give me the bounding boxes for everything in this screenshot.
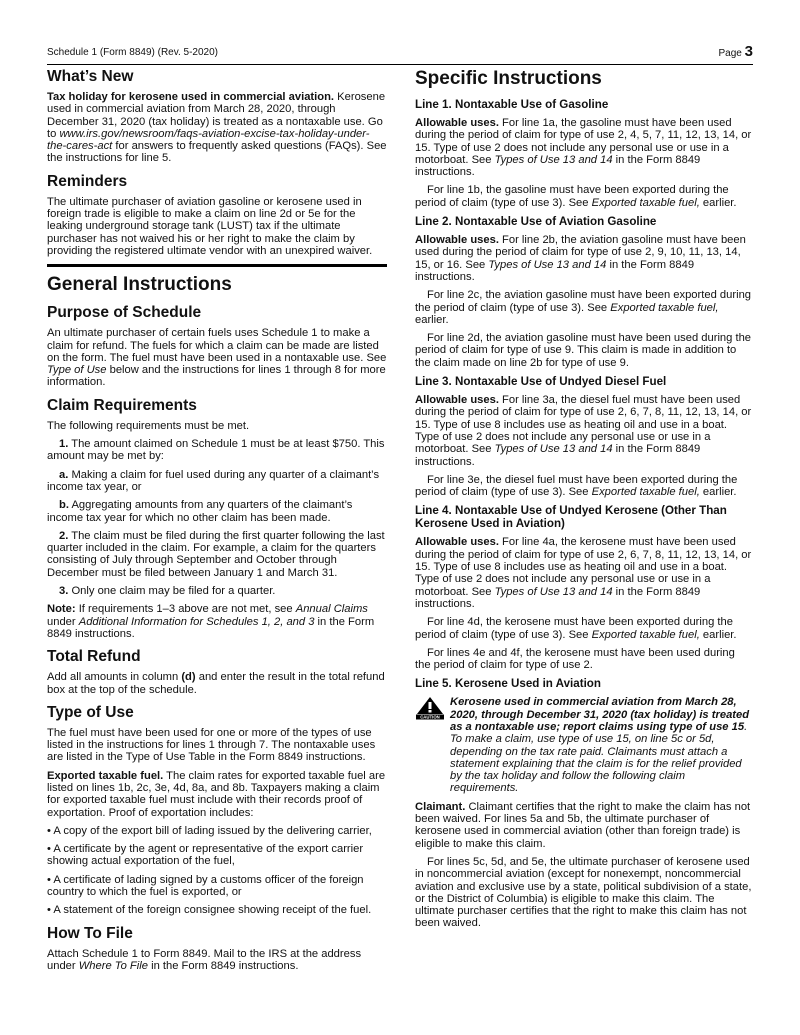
line5-title: Line 5. Kerosene Used in Aviation bbox=[415, 677, 601, 691]
reminders-text: The ultimate purchaser of aviation gasoline or kerosene used in foreign trade is eligible to make a claim on line 2d or 5e for the leaking underground storage tank (LUST) tax if the ultimate purchaser has not waived his or her right to make the claim by providing the registered ultimate vendor with an unexpired waiver. bbox=[47, 195, 373, 257]
line5cde-text: For lines 5c, 5d, and 5e, the ultimate purchaser of kerosene used in noncommercial aviation (except for nonexempt, noncommercial aviation and exclusive use by a state, political subdivision of a state, or the District of Columbia) is eligible to make this claim. The ultimate purchaser certifies that the right to make this claim has not been waived. bbox=[415, 855, 752, 930]
line2-title: Line 2. Nontaxable Use of Aviation Gasoline bbox=[415, 215, 657, 229]
caution-label: CAUTION bbox=[420, 714, 440, 720]
total-refund-text: Add all amounts in column (d) and enter the result in the total refund box at the top of the schedule. bbox=[47, 671, 385, 696]
claim-req-3: 3. Only one claim may be filed for a quarter. bbox=[59, 585, 276, 598]
how-to-file-text: Attach Schedule 1 to Form 8849. Mail to the IRS at the address under Where To File in the Form 8849 instructions. bbox=[47, 947, 362, 972]
claim-req-a: a. Making a claim for fuel used during any quarter of a claimant’s income tax year, or bbox=[47, 468, 380, 493]
export-bullet: • A certificate of lading signed by a customs officer of the foreign country to which the fuel is exported, or bbox=[47, 873, 364, 899]
left-column bbox=[47, 68, 387, 978]
line2d-text: For line 2d, the aviation gasoline must have been used during the period of claim for type of use 9. This claim is made in addition to the claim made on line 2b for type of use 9. bbox=[415, 332, 752, 369]
line3-title: Line 3. Nontaxable Use of Undyed Diesel Fuel bbox=[415, 375, 667, 389]
claim-req-2: 2. The claim must be filed during the first quarter following the last quarter included in the claim. For example, a claim for the quarters consisting of July through September and October through December must be filed between January 1 and March 31. bbox=[47, 529, 385, 579]
exported-fuel-text: Exported taxable fuel. The claim rates for exported taxable fuel are listed on lines 1b, 2c, 3e, 4d, 8a, and 8b. Taxpayers making a claim for exported taxable fuel must include with their records proof of exportation. Proof of exportation includes: bbox=[47, 769, 386, 819]
reminders-title: Reminders bbox=[47, 172, 128, 190]
caution-text: Kerosene used in commercial aviation from March 28, 2020, through December 31, 2020 (tax holiday) is treated as a nontaxable use; report claims using type of use 15. To make a claim, use type of use 15, on line 5c or 5d, depending on the tax rate paid. Claimants must attach a statement explaining that the claim is for the relief provided by the tax holiday and follow the following claim requirements. bbox=[450, 696, 750, 795]
line3-text: Allowable uses. For line 3a, the diesel fuel must have been used during the period of claim for type of use 2, 6, 7, 8, 11, 12, 13, 14, or 15. Type of use 8 includes use as heating oil and use in a boat. Type of use 2 does not include any personal use or use in a motorboat. See Types of Use 13 and 14 in the Form 8849 instructions. bbox=[415, 394, 752, 468]
line4-title: Line 4. Nontaxable Use of Undyed Kerosene (Other Than Kerosene Used in Aviation) bbox=[415, 504, 727, 531]
claim-note: Note: If requirements 1–3 above are not met, see Annual Claims under Additional Information for Schedules 1, 2, and 3 in the Form 8849 instructions. bbox=[47, 603, 375, 640]
purpose-text: An ultimate purchaser of certain fuels uses Schedule 1 to make a claim for refund. The fuels for which a claim can be made are listed on the form. The fuel must have been used in a nontaxable use. See Type of Use below and the instructions for lines 1 through 8 for more information. bbox=[47, 327, 387, 389]
line4ef-text: For lines 4e and 4f, the kerosene must have been used during the period of claim for type of use 2. bbox=[415, 646, 735, 672]
claim-requirements-title: Claim Requirements bbox=[47, 396, 197, 414]
claim-req-b: b. Aggregating amounts from any quarters of the claimant’s income tax year for which no other claim has been made. bbox=[47, 499, 353, 524]
export-bullet: • A statement of the foreign consignee showing receipt of the fuel. bbox=[47, 904, 372, 917]
line2-text: Allowable uses. For line 2b, the aviation gasoline must have been used during the period of claim for type of use 2, 9, 10, 11, 13, 14, 15, or 16. See Types of Use 13 and 14 in the Form 8849 instructions. bbox=[415, 234, 746, 283]
line4d-text: For line 4d, the kerosene must have been exported during the period of claim (type of use 3). See Exported taxable fuel, earlier. bbox=[415, 616, 737, 641]
purpose-title: Purpose of Schedule bbox=[47, 304, 202, 322]
line4-text: Allowable uses. For line 4a, the kerosene must have been used during the period of claim for type of use 2, 6, 7, 8, 11, 12, 13, 14, or 15. Type of use 8 includes use as heating oil and use in a boat. Type of use 2 does not include any personal use or use in a motorboat. See Types of Use 13 and 14 in the Form 8849 instructions. bbox=[415, 536, 752, 610]
line2c-text: For line 2c, the aviation gasoline must have been exported during the period of claim (type of use 3). See Exported taxable fuel, earlier. bbox=[415, 289, 752, 326]
type-of-use-text: The fuel must have been used for one or more of the types of use listed in the instructions for lines 1 through 7. The nontaxable uses are listed in the Type of Use Table in the Form 8849 instructions. bbox=[47, 726, 376, 764]
caution-icon bbox=[415, 696, 445, 720]
page-number: Page 3 bbox=[718, 43, 753, 60]
right-column bbox=[415, 68, 753, 936]
section-divider bbox=[47, 264, 387, 267]
line1-title: Line 1. Nontaxable Use of Gasoline bbox=[415, 98, 609, 111]
line3e-text: For line 3e, the diesel fuel must have been exported during the period of claim (type of use 3). See Exported taxable fuel, earlier. bbox=[415, 473, 738, 499]
line1b-text: For line 1b, the gasoline must have been exported during the period of claim (type of use 3). See Exported taxable fuel, earlier. bbox=[415, 184, 737, 209]
claimant-text: Claimant. Claimant certifies that the right to make the claim has not been waived. For lines 5a and 5b, the ultimate purchaser of kerosene used in commercial aviation (other than foreign trade) is eligible to make this claim. bbox=[415, 800, 751, 850]
export-bullet: • A certificate by the agent or representative of the export carrier showing actual exportation of the fuel, bbox=[47, 843, 364, 868]
page-header bbox=[47, 44, 753, 65]
line1-text: Allowable uses. For line 1a, the gasoline must have been used during the period of claim for type of use 2, 4, 5, 7, 11, 12, 13, 14, or 15. Type of use 2 does not include any personal use or use in a motorboat. See Types of Use 13 and 14 in the Form 8849 instructions. bbox=[415, 117, 752, 179]
how-to-file-title: How To File bbox=[47, 924, 133, 942]
general-instructions-title: General Instructions bbox=[47, 274, 232, 296]
claim-intro: The following requirements must be met. bbox=[47, 419, 250, 432]
claim-req-1: 1. The amount claimed on Schedule 1 must be at least $750. This amount may be met by: bbox=[47, 438, 385, 463]
specific-instructions-title: Specific Instructions bbox=[415, 68, 602, 89]
type-of-use-title: Type of Use bbox=[47, 703, 134, 721]
caution-block bbox=[415, 696, 753, 800]
form-id: Schedule 1 (Form 8849) (Rev. 5-2020) bbox=[47, 47, 219, 58]
whats-new-text: Tax holiday for kerosene used in commercial aviation. Kerosene used in commercial aviation from March 28, 2020, through December 31, 2020 (tax holiday) is treated as a nontaxable use. Go to www.irs.gov/newsroom/faqs-aviation-excise-tax-holiday-under-the-cares-act for answers to frequently asked questions (FAQs). See the instructions for line 5. bbox=[47, 91, 387, 165]
total-refund-title: Total Refund bbox=[47, 648, 141, 666]
whats-new-title: What’s New bbox=[47, 68, 134, 85]
export-bullet: • A copy of the export bill of lading issued by the delivering carrier, bbox=[47, 824, 372, 837]
